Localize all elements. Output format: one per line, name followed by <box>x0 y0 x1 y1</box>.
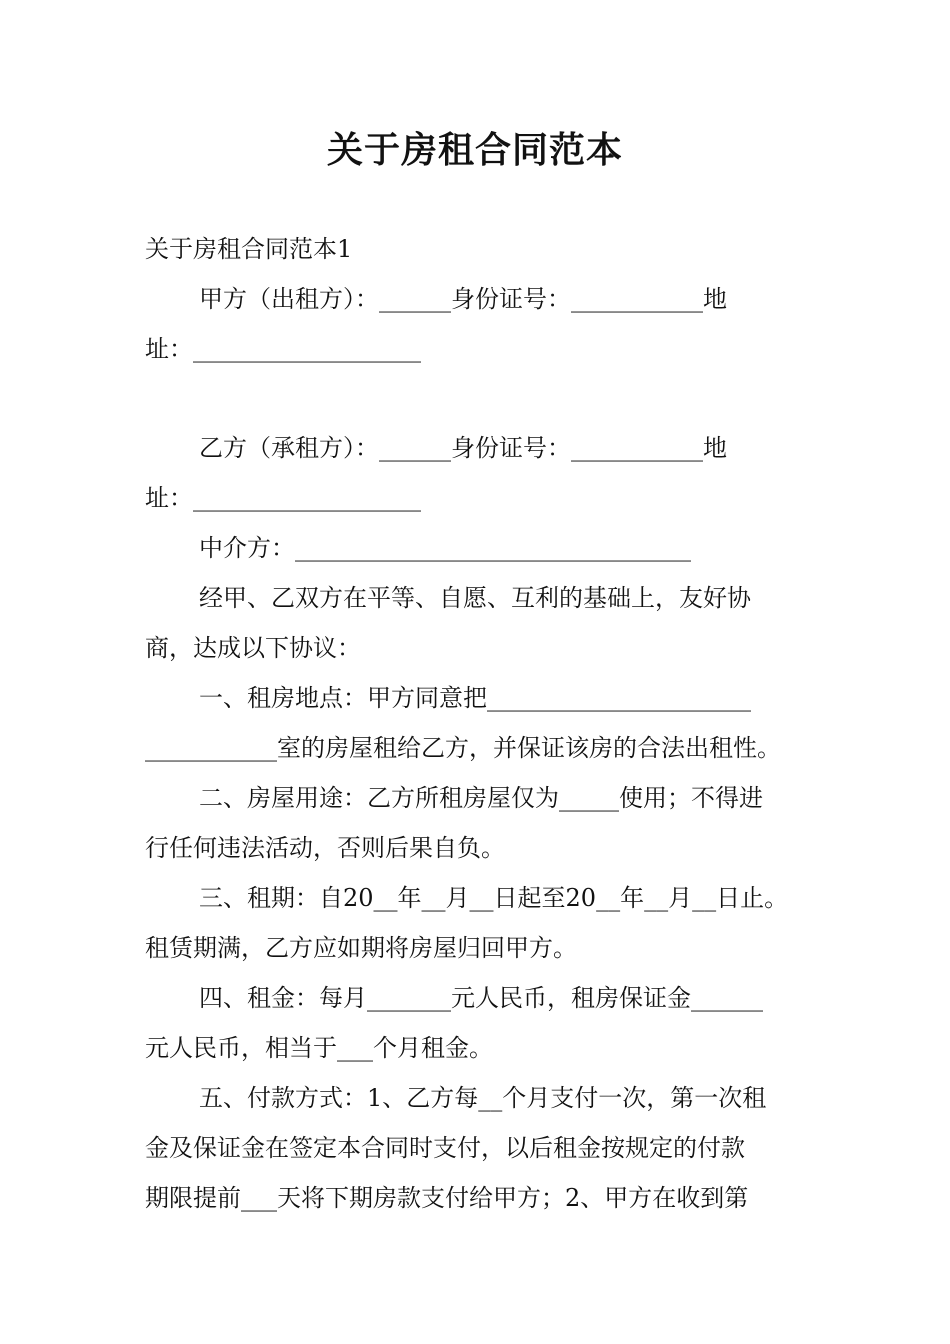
clause-3-line: 三、租期：自20__年__月__日起至20__年__月__日止。 <box>199 884 789 912</box>
clause-1-line: 一、租房地点：甲方同意把______________________ <box>199 684 751 712</box>
clause-2-line: 二、房屋用途：乙方所租房屋仅为_____使用；不得进 <box>199 784 763 812</box>
clause-5-line: 五、付款方式：1、乙方每__个月支付一次，第一次租 <box>199 1084 767 1112</box>
party-b-line: 乙方（承租方）：______身份证号：___________地 <box>199 434 727 462</box>
party-b-address: 址：___________________ <box>145 484 421 512</box>
party-a-address: 址：___________________ <box>145 335 421 363</box>
document-title: 关于房租合同范本 <box>326 130 623 171</box>
intro-paragraph-line: 商，达成以下协议： <box>145 634 361 662</box>
clause-2-line: 行任何违法活动，否则后果自负。 <box>145 834 505 862</box>
clause-4-line: 四、租金：每月_______元人民币，租房保证金______ <box>199 984 763 1012</box>
agent-line: 中介方：_________________________________ <box>199 534 691 562</box>
intro-paragraph-line: 经甲、乙双方在平等、自愿、互利的基础上，友好协 <box>199 584 751 612</box>
clause-5-line: 金及保证金在签定本合同时支付，以后租金按规定的付款 <box>145 1134 745 1162</box>
section-heading: 关于房租合同范本1 <box>145 235 353 263</box>
clause-3-line: 租赁期满，乙方应如期将房屋归回甲方。 <box>145 934 577 962</box>
clause-5-line: 期限提前___天将下期房款支付给甲方；2、甲方在收到第 <box>145 1184 749 1212</box>
clause-1-line: ___________室的房屋租给乙方，并保证该房的合法出租性。 <box>145 734 781 762</box>
party-a-line: 甲方（出租方）：______身份证号：___________地 <box>199 285 727 313</box>
clause-4-line: 元人民币，相当于___个月租金。 <box>145 1034 493 1062</box>
